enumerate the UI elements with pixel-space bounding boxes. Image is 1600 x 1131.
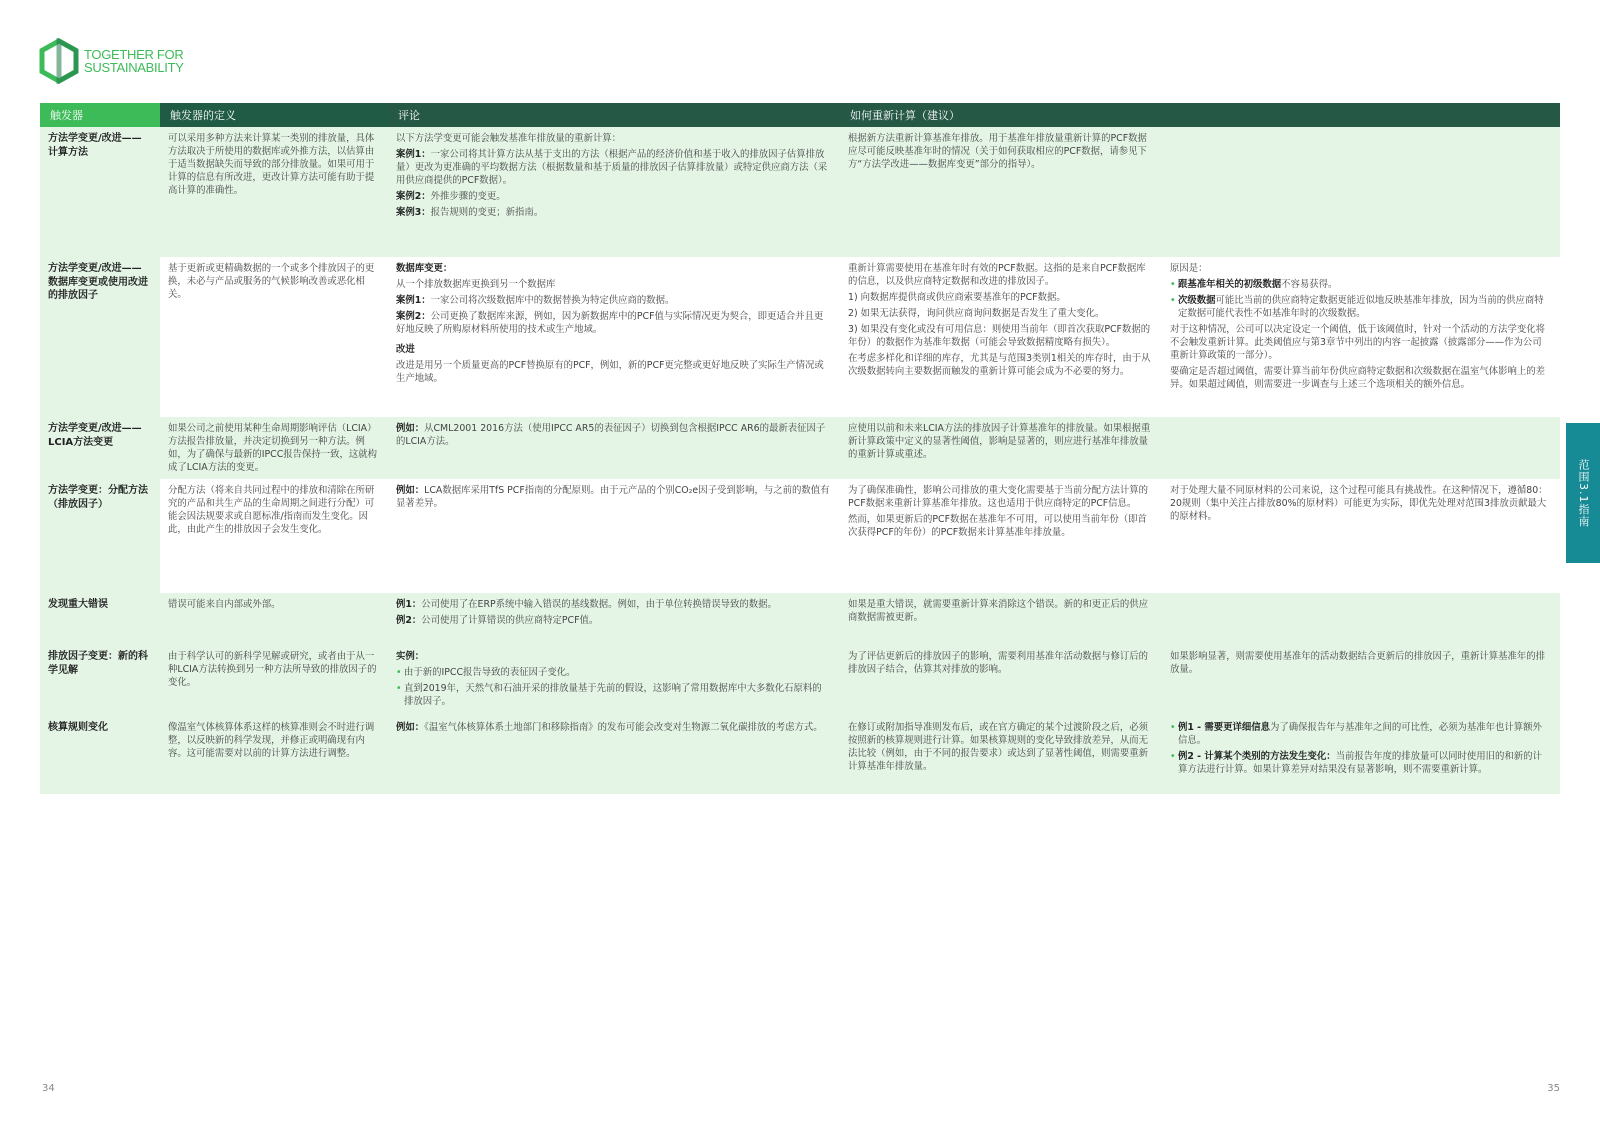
trigger-cell: 核算规则变化 bbox=[40, 716, 160, 794]
key-label: 改进 bbox=[396, 344, 415, 355]
text: 以下方法学变更可能会触发基准年排放量的重新计算： bbox=[396, 133, 622, 144]
key-label: 例2： bbox=[396, 615, 422, 626]
logo-line-2: SUSTAINABILITY bbox=[84, 60, 184, 75]
bullet-item bbox=[396, 682, 830, 708]
key-label: 案例1： bbox=[396, 149, 431, 160]
section-side-tab[interactable] bbox=[1566, 423, 1600, 563]
text: 为了确保报告年与基准年之间的可比性，必须为基准年也计算额外信息。 bbox=[1178, 722, 1542, 746]
comment-cell bbox=[388, 127, 840, 257]
text: 在考虑多样化和详细的库存，尤其是与范围3类别1相关的库存时，由于从次级数据转向主要数据而触发的重新计算可能会成为不必要的努力。 bbox=[848, 353, 1151, 377]
comment-cell bbox=[388, 417, 840, 479]
recalculation-detail-cell bbox=[1162, 417, 1560, 479]
text: 为了确保准确性，影响公司排放的重大变化需要基于当前分配方法计算的PCF数据来重新计算基准年排放。这也适用于供应商特定的PCF信息。 bbox=[848, 485, 1149, 509]
text: 3) 如果没有变化或没有可用信息：则使用当前年（即首次获取PCF数据的年份）的数据作为基准年数据（可能会导致数据精度略有损失）。 bbox=[848, 324, 1151, 348]
recalculation-cell bbox=[840, 479, 1162, 593]
text: 根据新方法重新计算基准年排放。用于基准年排放量重新计算的PCF数据应尽可能反映基准年时的情况（关于如何获取相应的PCF数据，请参见下方“方法学改进——数据库变更”部分的指导）。 bbox=[848, 133, 1147, 170]
bullet-item bbox=[396, 666, 830, 679]
text: 2) 如果无法获得，询问供应商询问数据是否发生了重大变化。 bbox=[848, 308, 1105, 319]
paragraph bbox=[396, 614, 830, 627]
key-label: 案例3： bbox=[396, 207, 431, 218]
key-label: 数据库变更： bbox=[396, 263, 453, 274]
text: 当前报告年度的排放量可以同时使用旧的和新的计算方法进行计算。如果计算差异对结果没有显著影响，则不需要重新计算。 bbox=[1178, 751, 1542, 775]
text: 不容易获得。 bbox=[1281, 279, 1338, 290]
text: 由于新的IPCC报告导致的表征因子变化。 bbox=[404, 667, 576, 678]
logo-text bbox=[84, 48, 184, 74]
key-label: 例如： bbox=[396, 423, 425, 434]
text: 可能比当前的供应商特定数据更能近似地反映基准年排放，因为当前的供应商特定数据可能代表性不如基准年时的次级数据。 bbox=[1178, 295, 1544, 319]
table-row bbox=[40, 257, 1560, 417]
paragraph bbox=[396, 484, 830, 510]
recalculation-cell bbox=[840, 645, 1162, 716]
paragraph bbox=[396, 721, 830, 734]
paragraph bbox=[396, 206, 830, 219]
text: 《温室气体核算体系土地部门和移除指南》的发布可能会改变对生物源二氧化碳排放的考虑方式。 bbox=[424, 722, 823, 733]
paragraph bbox=[396, 278, 830, 291]
paragraph bbox=[396, 343, 830, 356]
text: 改进是用另一个质量更高的PCF替换原有的PCF，例如，新的PCF更完整或更好地反映了实际生产情况或生产地域。 bbox=[396, 360, 824, 384]
paragraph bbox=[396, 598, 830, 611]
table-row bbox=[40, 645, 1560, 716]
text: LCA数据库采用TfS PCF指南的分配原则。由于元产品的个别CO₂e因子受到影响，与之前的数值有显著差异。 bbox=[396, 485, 830, 509]
recalculation-detail-cell bbox=[1162, 479, 1560, 593]
comment-cell bbox=[388, 479, 840, 593]
bullet-list bbox=[396, 666, 830, 708]
header-recalculation: 如何重新计算（建议） bbox=[840, 103, 1560, 127]
recalculation-cell bbox=[840, 127, 1162, 257]
paragraph bbox=[396, 310, 830, 336]
definition-cell: 由于科学认可的新科学见解或研究，或者由于从一种LCIA方法转换到另一种方法所导致的排放因子的变化。 bbox=[160, 645, 388, 716]
trigger-cell: 方法学变更/改进——数据库变更或使用改进的排放因子 bbox=[40, 257, 160, 417]
key-label: 实例： bbox=[396, 651, 425, 662]
paragraph bbox=[1170, 262, 1550, 275]
definition-cell: 分配方法（将来自共同过程中的排放和清除在所研究的产品和共生产品的生命周期之间进行分配）可能会因法规要求或自愿标准/指南而发生变化。因此，由此产生的排放因子会发生变化。 bbox=[160, 479, 388, 593]
paragraph bbox=[848, 422, 1152, 461]
key-label: 例如： bbox=[396, 485, 425, 496]
key-label: 跟基准年相关的初级数据 bbox=[1178, 279, 1282, 290]
text: 对于这种情况，公司可以决定设定一个阈值，低于该阈值时，针对一个活动的方法学变化将不会触发重新计算。此类阈值应与第3章节中列出的内容一起披露（披露部分——作为公司重新计算政策的一部分）。 bbox=[1170, 324, 1546, 361]
logo bbox=[38, 38, 184, 84]
definition-cell: 如果公司之前使用某种生命周期影响评估（LCIA）方法报告排放量，并决定切换到另一种方法。例如，为了确保与最新的IPCC报告保持一致，这就构成了LCIA方法的变更。 bbox=[160, 417, 388, 479]
text: 直到2019年，天然气和石油开采的排放量基于先前的假设，这影响了常用数据库中大多数化石原料的排放因子。 bbox=[404, 683, 822, 707]
table-row bbox=[40, 479, 1560, 593]
definition-cell: 可以采用多种方法来计算某一类别的排放量，具体方法取决于所使用的数据库或外推方法，以估算由于适当数据缺失而导致的部分排放量。如果可用于计算的信息有所改进，更改计算方法可能有助于提高计算的准确性。 bbox=[160, 127, 388, 257]
text: 报告规则的变更；新指南。 bbox=[430, 207, 544, 218]
page-number-right: 35 bbox=[1547, 1083, 1560, 1094]
paragraph bbox=[396, 650, 830, 663]
text: 然而，如果更新后的PCF数据在基准年不可用，可以使用当前年份（即首次获得PCF的年份）的PCF数据来计算基准年排放量。 bbox=[848, 514, 1147, 538]
text: 1) 向数据库提供商或供应商索要基准年的PCF数据。 bbox=[848, 292, 1066, 303]
paragraph bbox=[848, 352, 1152, 378]
recalculation-cell bbox=[840, 257, 1162, 417]
paragraph bbox=[396, 262, 830, 275]
paragraph bbox=[848, 323, 1152, 349]
paragraph bbox=[848, 132, 1152, 171]
paragraph bbox=[1170, 365, 1550, 391]
comment-cell bbox=[388, 593, 840, 645]
key-label: 案例2： bbox=[396, 311, 431, 322]
text: 应使用以前和未来LCIA方法的排放因子计算基准年的排放量。如果根据重新计算政策中定义的显著性阈值，影响是显著的，则应进行基准年排放量的重新计算或重述。 bbox=[848, 423, 1151, 460]
recalculation-detail-cell bbox=[1162, 716, 1560, 794]
text: 要确定是否超过阈值，需要计算当前年份供应商特定数据和次级数据在温室气体影响上的差异。如果超过阈值，则需要进一步调查与上述三个选项相关的额外信息。 bbox=[1170, 366, 1546, 390]
paragraph bbox=[396, 422, 830, 448]
recalculation-detail-cell bbox=[1162, 257, 1560, 417]
text: 在修订或附加指导准则发布后，或在官方确定的某个过渡阶段之后，必须按照新的核算规则进行计算。如果核算规则的变化导致排放差异，从而无法比较（例如，由于不同的报告要求）或达到了显著性阈值，则需要重新计算基准年排放量。 bbox=[848, 722, 1149, 772]
paragraph bbox=[396, 190, 830, 203]
recalculation-cell bbox=[840, 417, 1162, 479]
table-row bbox=[40, 593, 1560, 645]
trigger-cell: 方法学变更/改进——LCIA方法变更 bbox=[40, 417, 160, 479]
text: 从一个排放数据库更换到另一个数据库 bbox=[396, 279, 556, 290]
key-label: 案例1： bbox=[396, 295, 431, 306]
comment-cell bbox=[388, 716, 840, 794]
text: 一家公司将其计算方法从基于支出的方法（根据产品的经济价值和基于收入的排放因子估算排放量）更改为更准确的平均数据方法（根据数量和基于质量的排放因子估算排放量）或特定供应商方法（采用供应商提供的PCF数据）。 bbox=[396, 149, 828, 186]
trigger-cell: 方法学变更：分配方法（排放因子） bbox=[40, 479, 160, 593]
definition-cell: 错误可能来自内部或外部。 bbox=[160, 593, 388, 645]
text: 如果影响显著，则需要使用基准年的活动数据结合更新后的排放因子，重新计算基准年的排放量。 bbox=[1170, 651, 1546, 675]
text: 公司使用了计算错误的供应商特定PCF值。 bbox=[421, 615, 599, 626]
paragraph bbox=[848, 262, 1152, 288]
paragraph bbox=[848, 307, 1152, 320]
recalculation-detail-cell bbox=[1162, 645, 1560, 716]
bullet-item bbox=[1170, 278, 1550, 291]
bullet-item bbox=[1170, 721, 1550, 747]
paragraph bbox=[396, 132, 830, 145]
table-row bbox=[40, 127, 1560, 257]
key-label: 例1： bbox=[396, 599, 422, 610]
text: 外推步骤的变更。 bbox=[430, 191, 506, 202]
text: 如果是重大错误，就需要重新计算来消除这个错误。新的和更正后的供应商数据需被更新。 bbox=[848, 599, 1149, 623]
recalculation-table bbox=[40, 103, 1560, 794]
bullet-item bbox=[1170, 294, 1550, 320]
paragraph bbox=[396, 294, 830, 307]
text: 公司更换了数据库来源，例如，因为新数据库中的PCF值与实际情况更为契合，即更适合并且更好地反映了所购原材料所使用的技术或生产地域。 bbox=[396, 311, 824, 335]
paragraph bbox=[848, 650, 1152, 676]
paragraph bbox=[848, 484, 1152, 510]
key-label: 次级数据 bbox=[1178, 295, 1216, 306]
header-definition: 触发器的定义 bbox=[160, 103, 388, 127]
comment-cell bbox=[388, 257, 840, 417]
logo-line-1: TOGETHER FOR bbox=[84, 47, 184, 62]
definition-cell: 基于更新或更精确数据的一个或多个排放因子的更换，未必与产品或服务的气候影响改善或恶化相关。 bbox=[160, 257, 388, 417]
text: 从CML2001 2016方法（使用IPCC AR5的表征因子）切换到包含根据IPCC AR6的最新表征因子的LCIA方法。 bbox=[396, 423, 826, 447]
page-number-left: 34 bbox=[42, 1083, 55, 1094]
paragraph bbox=[848, 513, 1152, 539]
header-trigger: 触发器 bbox=[40, 103, 160, 127]
table-row bbox=[40, 716, 1560, 794]
paragraph bbox=[848, 598, 1152, 624]
text: 为了评估更新后的排放因子的影响，需要利用基准年活动数据与修订后的排放因子结合，估算其对排放的影响。 bbox=[848, 651, 1149, 675]
key-label: 例2 - 计算某个类别的方法发生变化： bbox=[1178, 751, 1336, 762]
paragraph bbox=[1170, 323, 1550, 362]
table-header-row bbox=[40, 103, 1560, 127]
bullet-list bbox=[1170, 721, 1550, 776]
recalculation-detail-cell bbox=[1162, 127, 1560, 257]
bullet-item bbox=[1170, 750, 1550, 776]
trigger-cell: 发现重大错误 bbox=[40, 593, 160, 645]
text: 对于处理大量不同原材料的公司来说，这个过程可能具有挑战性。在这种情况下，遵循80：20规则（集中关注占排放80%的原材料）可能更为实际，即优先处理对范围3排放贡献最大的原材料。 bbox=[1170, 485, 1548, 522]
recalculation-cell bbox=[840, 716, 1162, 794]
paragraph bbox=[1170, 650, 1550, 676]
text: 公司使用了在ERP系统中输入错误的基线数据。例如，由于单位转换错误导致的数据。 bbox=[421, 599, 777, 610]
trigger-cell: 排放因子变更：新的科学见解 bbox=[40, 645, 160, 716]
side-tab-label: 范围3.1指南 bbox=[1577, 458, 1590, 528]
definition-cell: 像温室气体核算体系这样的核算准则会不时进行调整，以反映新的科学发现，并修正或明确现有内容。这可能需要对以前的计算方法进行调整。 bbox=[160, 716, 388, 794]
text: 原因是： bbox=[1170, 263, 1208, 274]
header-comment: 评论 bbox=[388, 103, 840, 127]
paragraph bbox=[848, 291, 1152, 304]
hexagon-logo-icon bbox=[38, 38, 80, 84]
comment-cell bbox=[388, 645, 840, 716]
paragraph bbox=[396, 148, 830, 187]
paragraph bbox=[848, 721, 1152, 773]
table-row bbox=[40, 417, 1560, 479]
recalculation-detail-cell bbox=[1162, 593, 1560, 645]
key-label: 例1 - 需要更详细信息 bbox=[1178, 722, 1270, 733]
key-label: 案例2： bbox=[396, 191, 431, 202]
recalculation-cell bbox=[840, 593, 1162, 645]
text: 重新计算需要使用在基准年时有效的PCF数据。这指的是来自PCF数据库的信息，以及供应商特定数据和改进的排放因子。 bbox=[848, 263, 1146, 287]
key-label: 例如： bbox=[396, 722, 425, 733]
bullet-list bbox=[1170, 278, 1550, 320]
paragraph bbox=[1170, 484, 1550, 523]
paragraph bbox=[396, 359, 830, 385]
trigger-cell: 方法学变更/改进——计算方法 bbox=[40, 127, 160, 257]
text: 一家公司将次级数据库中的数据替换为特定供应商的数据。 bbox=[430, 295, 675, 306]
